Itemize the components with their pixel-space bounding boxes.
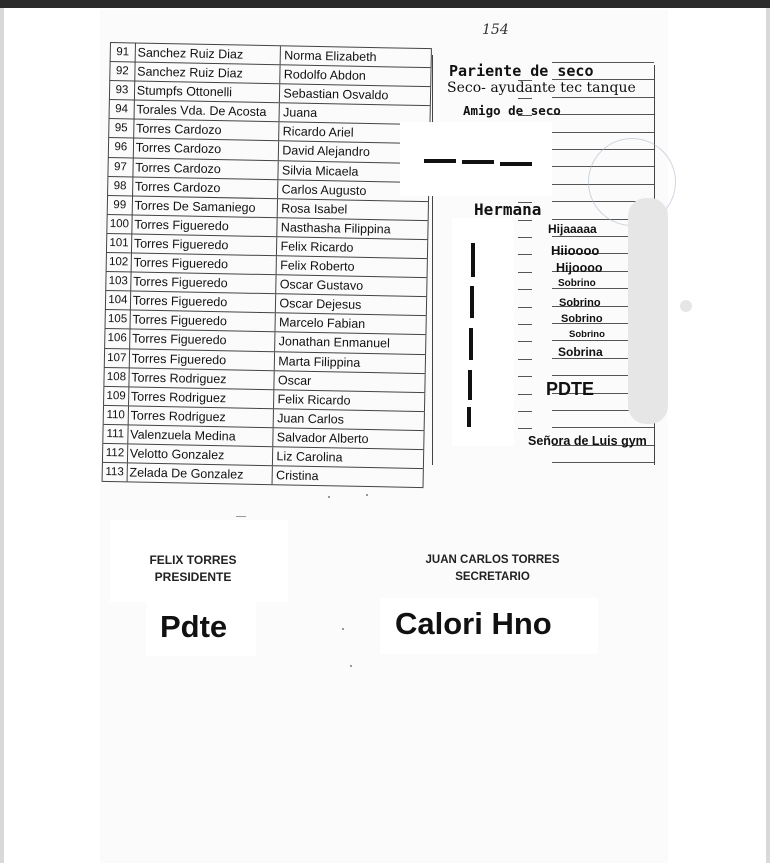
row-first-name: Jonathan Enmanuel xyxy=(276,333,427,354)
redaction-box xyxy=(452,218,514,446)
row-surname: Torres Figueredo xyxy=(132,215,278,236)
row-number: 101 xyxy=(106,234,132,253)
row-number: 95 xyxy=(108,119,134,138)
signature-right-name: JUAN CARLOS TORRES xyxy=(425,554,560,566)
signature-left-name: FELIX TORRES xyxy=(149,553,237,567)
row-number: 108 xyxy=(103,368,129,387)
relationship-row-line xyxy=(518,428,532,429)
row-number: 103 xyxy=(105,272,131,291)
relationship-row-line xyxy=(552,114,654,115)
row-surname: Torres Figueredo xyxy=(131,253,277,274)
row-surname: Torres Cardozo xyxy=(134,120,280,141)
relationship-row-line xyxy=(518,272,532,273)
row-surname: Torres Cardozo xyxy=(133,158,279,179)
row-surname: Torres Figueredo xyxy=(130,311,276,332)
relationship-row-line xyxy=(518,359,532,360)
vertical-dash-mark xyxy=(469,328,473,360)
row-first-name: Rodolfo Abdon xyxy=(281,65,432,86)
row-first-name: Juan Carlos xyxy=(274,409,425,430)
row-first-name: Norma Elizabeth xyxy=(281,46,432,67)
row-surname: Torres Figueredo xyxy=(131,273,277,294)
relationship-row-line xyxy=(518,376,532,377)
row-number: 109 xyxy=(103,387,129,406)
member-ledger-table xyxy=(102,42,432,488)
row-surname: Torres Rodriguez xyxy=(129,387,275,408)
row-number: 104 xyxy=(105,291,131,310)
signature-left xyxy=(118,552,268,586)
row-first-name: Felix Roberto xyxy=(277,256,428,277)
relationship-row-line xyxy=(518,254,532,255)
row-number: 99 xyxy=(107,196,133,215)
row-first-name: Cristina xyxy=(273,466,424,487)
speck xyxy=(328,496,330,498)
gray-dot xyxy=(680,300,692,312)
annotation-pdte: PDTE xyxy=(546,379,595,399)
row-surname: Torres Figueredo xyxy=(130,330,276,351)
row-number: 106 xyxy=(104,329,130,348)
speck xyxy=(236,516,246,517)
relationship-row-line xyxy=(552,462,654,463)
row-surname: Sanchez Ruiz Diaz xyxy=(135,63,281,84)
row-surname: Torres Figueredo xyxy=(130,349,276,370)
row-number: 97 xyxy=(107,158,133,177)
row-number: 113 xyxy=(102,463,128,482)
row-surname: Valenzuela Medina xyxy=(128,425,274,446)
relationship-row-line xyxy=(552,427,654,428)
row-first-name: Marta Filippina xyxy=(275,352,426,373)
caption-right: Calori Hno xyxy=(395,606,552,641)
annotation-ayudante: Seco- ayudante tec tanque xyxy=(447,80,636,96)
viewer-left-border xyxy=(0,8,4,863)
column-divider xyxy=(432,55,433,465)
vertical-dash-mark xyxy=(468,370,472,400)
row-first-name: Oscar xyxy=(275,371,426,392)
row-number: 112 xyxy=(102,444,128,463)
row-first-name: Felix Ricardo xyxy=(274,390,425,411)
viewer-top-bar xyxy=(0,0,770,8)
row-first-name: David Alejandro xyxy=(279,142,430,163)
vertical-dash-mark xyxy=(470,286,474,318)
row-number: 102 xyxy=(106,253,132,272)
speck xyxy=(366,494,368,496)
annotation-amigo: Amigo de seco xyxy=(463,103,561,118)
row-surname: Torales Vda. De Acosta xyxy=(134,101,280,122)
row-number: 92 xyxy=(109,62,135,81)
row-first-name: Liz Carolina xyxy=(273,447,424,468)
row-surname: Velotto Gonzalez xyxy=(128,444,274,465)
row-first-name: Silvia Micaela xyxy=(279,161,430,182)
vertical-dash-mark xyxy=(467,407,471,427)
annotation-hermana: Hermana xyxy=(474,200,542,219)
signature-right xyxy=(410,552,575,586)
caption-left: Pdte xyxy=(160,609,228,644)
signature-right-title: SECRETARIO xyxy=(455,571,530,583)
viewer-right-border xyxy=(766,8,770,863)
relationship-row-line xyxy=(518,324,532,325)
annotation-sobrino-3: Sobrino xyxy=(561,313,603,325)
row-surname: Torres Cardozo xyxy=(133,177,279,198)
relationship-row-line xyxy=(518,411,532,412)
row-first-name: Juana xyxy=(280,104,431,125)
annotation-hija: Hijaaaaa xyxy=(548,222,597,236)
row-first-name: Sebastian Osvaldo xyxy=(280,84,431,105)
annotation-sobrino-4: Sobrino xyxy=(569,329,605,340)
relationship-row-line xyxy=(518,289,532,290)
page-number: 154 xyxy=(482,22,509,38)
row-surname: Torres Figueredo xyxy=(131,292,277,313)
row-surname: Stumpfs Ottonelli xyxy=(135,82,281,103)
dash-mark xyxy=(500,162,532,166)
dash-mark xyxy=(424,159,456,163)
annotation-pariente: Pariente de seco xyxy=(449,62,594,80)
row-surname: Torres Figueredo xyxy=(132,234,278,255)
row-number: 93 xyxy=(109,81,135,100)
row-first-name: Salvador Alberto xyxy=(274,428,425,449)
row-surname: Torres De Samaniego xyxy=(132,196,278,217)
row-surname: Zelada De Gonzalez xyxy=(127,463,273,484)
row-first-name: Nasthasha Filippina xyxy=(278,218,429,239)
row-first-name: Oscar Gustavo xyxy=(277,275,428,296)
dash-mark xyxy=(462,160,494,164)
annotation-senora: Señora de Luis gym xyxy=(528,434,647,448)
relationship-row-line xyxy=(552,132,654,133)
redaction-box xyxy=(400,122,552,196)
vertical-dash-mark xyxy=(471,243,475,277)
row-surname: Torres Rodriguez xyxy=(129,368,275,389)
row-first-name: Carlos Augusto xyxy=(278,180,429,201)
relationship-row-line xyxy=(518,307,532,308)
annotation-sobrino-2: Sobrino xyxy=(559,297,601,309)
row-number: 98 xyxy=(107,177,133,196)
row-number: 94 xyxy=(109,100,135,119)
speck xyxy=(350,665,352,667)
relationship-row-line xyxy=(518,394,532,395)
annotation-sobrina: Sobrina xyxy=(558,345,603,359)
row-number: 110 xyxy=(103,406,129,425)
row-number: 105 xyxy=(105,310,131,329)
signature-left-title: PRESIDENTE xyxy=(154,570,232,584)
row-number: 100 xyxy=(106,215,132,234)
relationship-row-line xyxy=(518,341,532,342)
gray-smudge xyxy=(628,198,668,424)
annotation-hijo-2: Hijoooo xyxy=(556,261,603,275)
row-number: 96 xyxy=(108,138,134,157)
row-first-name: Ricardo Ariel xyxy=(280,123,431,144)
row-surname: Sanchez Ruiz Diaz xyxy=(135,43,281,64)
annotation-sobrino-1: Sobrino xyxy=(558,278,596,289)
row-first-name: Felix Ricardo xyxy=(277,237,428,258)
speck xyxy=(342,628,344,630)
annotation-hijo-1: Hiioooo xyxy=(551,243,600,258)
relationship-row-line xyxy=(518,237,532,238)
row-first-name: Rosa Isabel xyxy=(278,199,429,220)
row-number: 111 xyxy=(102,425,128,444)
relationship-row-line xyxy=(518,98,532,99)
relationship-row-line xyxy=(552,97,654,98)
row-surname: Torres Rodriguez xyxy=(128,406,274,427)
row-surname: Torres Cardozo xyxy=(134,139,280,160)
row-first-name: Oscar Dejesus xyxy=(276,294,427,315)
row-number: 107 xyxy=(104,348,130,367)
row-number: 91 xyxy=(110,43,136,62)
row-first-name: Marcelo Fabian xyxy=(276,314,427,335)
relationship-row-line xyxy=(518,220,532,221)
